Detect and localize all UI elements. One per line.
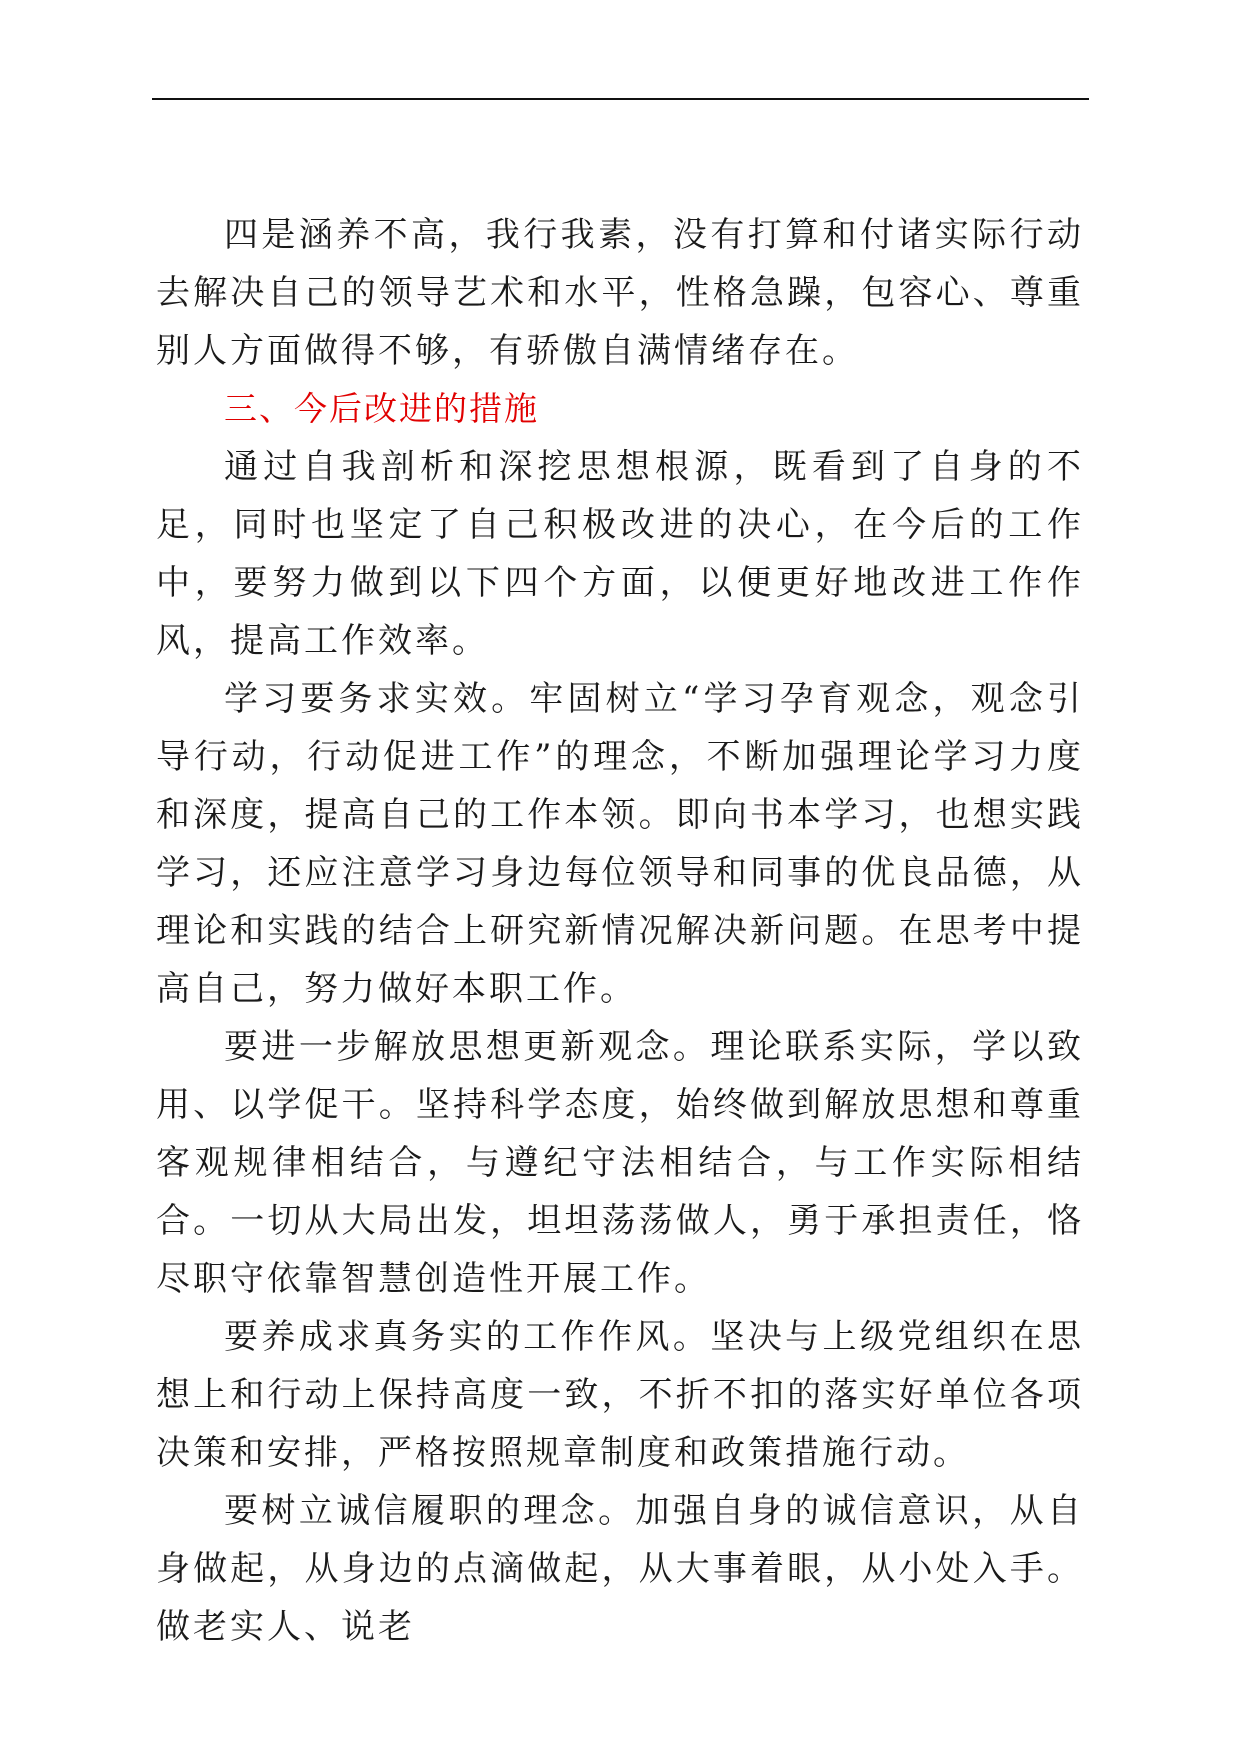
document-body [156,206,1084,1656]
header-rule [152,98,1089,100]
paragraph-improvement-intro: 通过自我剖析和深挖思想根源，既看到了自身的不足，同时也坚定了自己积极改进的决心，在今后的工作中，要努力做到以下四个方面，以便更好地改进工作作风，提高工作效率。 [156,447,1084,661]
paragraph-pragmatic-style: 要养成求真务实的工作作风。坚决与上级党组织在思想上和行动上保持高度一致，不折不扣的落实好单位各项决策和安排，严格按照规章制度和政策措施行动。 [156,1317,1084,1473]
paragraph-study-effectiveness: 学习要务求实效。牢固树立“学习孕育观念，观念引导行动，行动促进工作”的理念，不断加强理论学习力度和深度，提高自己的工作本领。即向书本学习，也想实践学习，还应注意学习身边每位领导和同事的优良品德，从理论和实践的结合上研究新情况解决新问题。在思考中提高自己，努力做好本职工作。 [156,679,1084,1009]
paragraph-shortcomings-four: 四是涵养不高，我行我素，没有打算和付诸实际行动去解决自己的领导艺术和水平，性格急躁，包容心、尊重别人方面做得不够，有骄傲自满情绪存在。 [156,215,1084,371]
paragraph-emancipate-mind: 要进一步解放思想更新观念。理论联系实际，学以致用、以学促干。坚持科学态度，始终做到解放思想和尊重客观规律相结合，与遵纪守法相结合，与工作实际相结合。一切从大局出发，坦坦荡荡做人，勇于承担责任，恪尽职守依靠智慧创造性开展工作。 [156,1027,1084,1299]
paragraph-integrity: 要树立诚信履职的理念。加强自身的诚信意识，从自身做起，从身边的点滴做起，从大事着眼，从小处入手。做老实人、说老 [156,1491,1084,1647]
section-heading-improvement-measures: 三、今后改进的措施 [224,389,539,428]
